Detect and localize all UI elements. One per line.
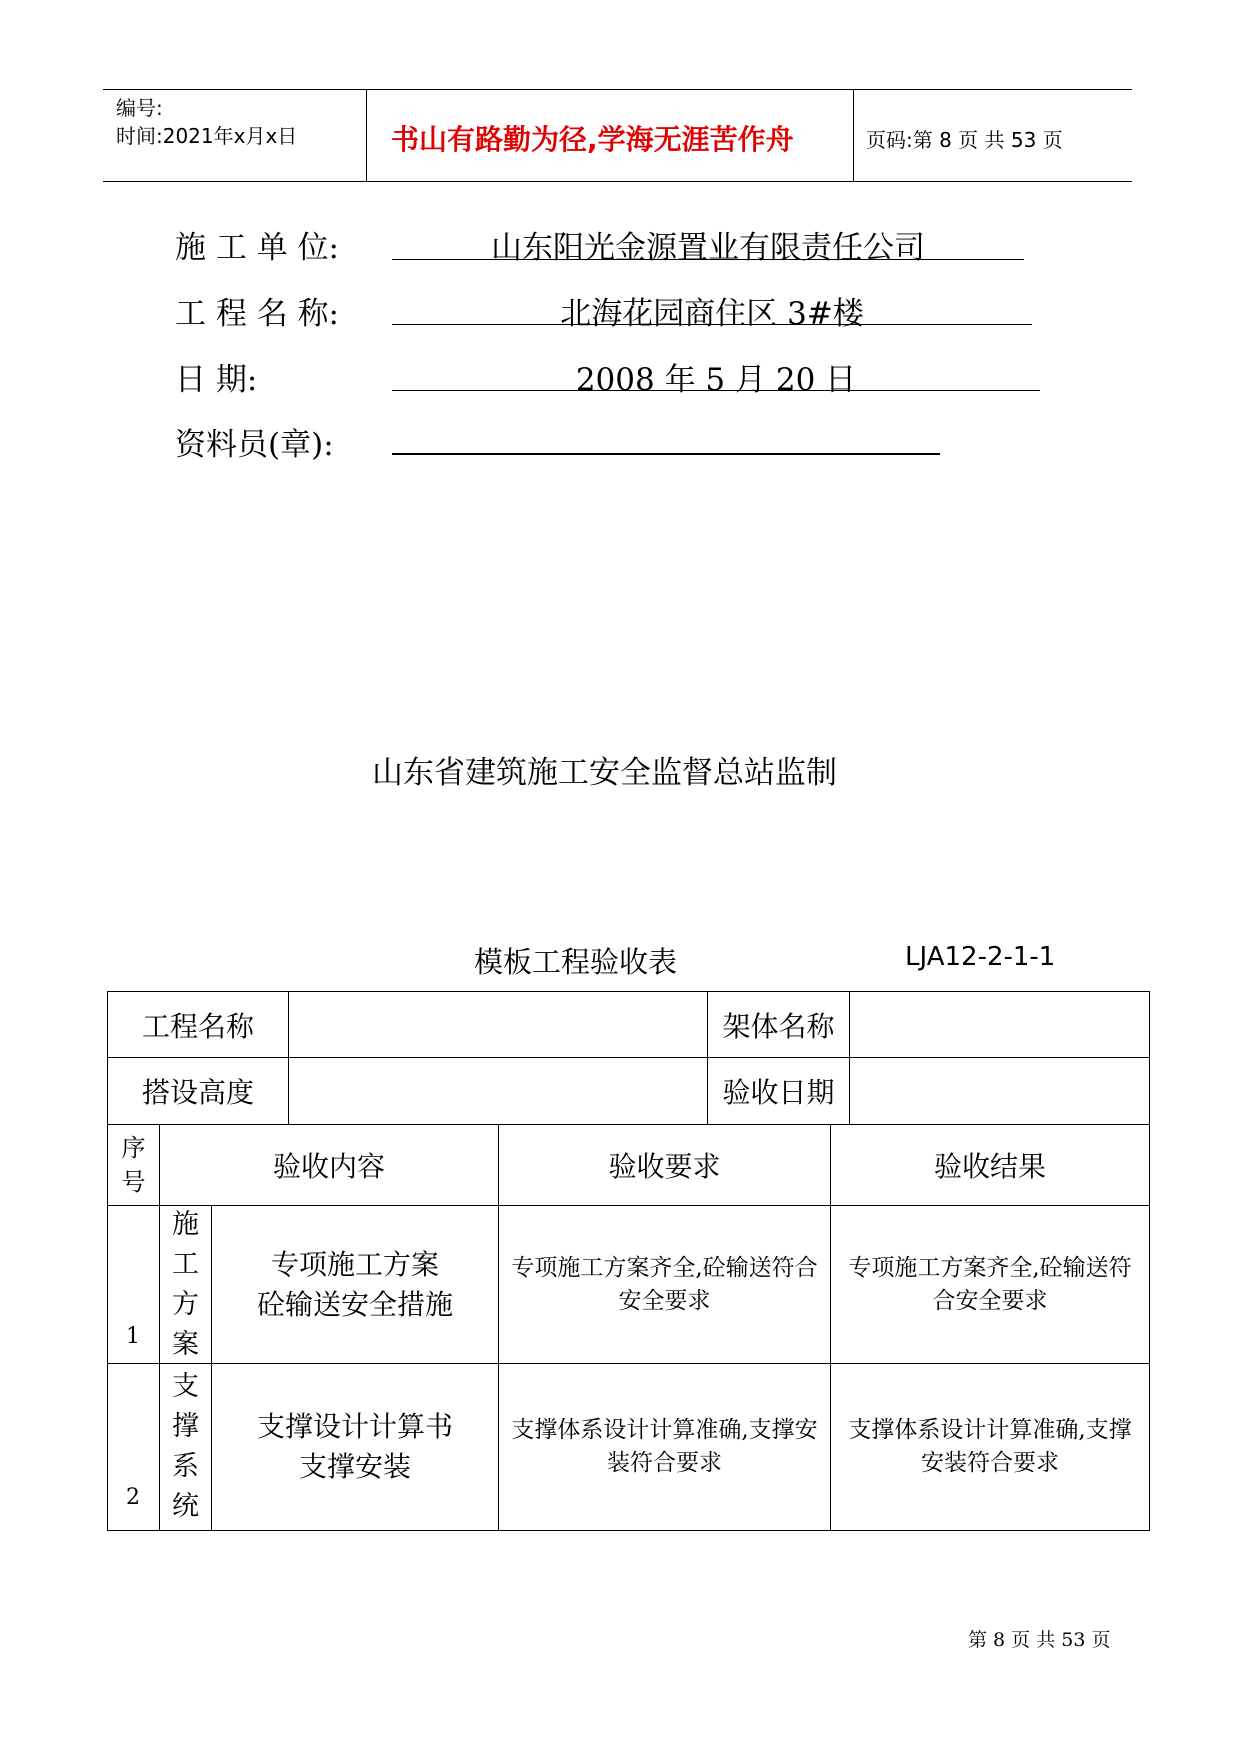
col-content-header: 验收内容 (272, 1150, 385, 1183)
date-value: 2008 年 5 月 20 日 (575, 362, 857, 398)
doc-number-label: 编号: (116, 96, 163, 120)
form-title: 模板工程验收表 (474, 945, 678, 979)
doc-time-label: 时间:2021年x月x日 (116, 124, 298, 148)
col-result-header: 验收结果 (933, 1150, 1046, 1183)
frame-name-label-cell (707, 991, 850, 1058)
table-row-2-requirement-cell (498, 1363, 831, 1531)
table-row-2-requirement: 支撑体系设计计算准确,支撑安装符合要求 (511, 1417, 818, 1476)
table-row-1-seq: 1 (126, 1324, 140, 1349)
check-date-label-cell (707, 1057, 850, 1125)
project-name-label-cell (107, 991, 289, 1058)
date-underline (392, 390, 1040, 391)
table-row-2-content-line1: 支撑设计计算书 (256, 1410, 453, 1443)
table-row-1-requirement: 专项施工方案齐全,砼输送符合安全要求 (511, 1254, 818, 1314)
date-label: 日 期: (175, 362, 258, 398)
header-motto: 书山有路勤为径,学海无涯苦作舟 (391, 123, 794, 156)
header-divider-right (853, 90, 854, 181)
table-row-2-seq: 2 (126, 1485, 140, 1510)
table-row-1-result-cell (830, 1205, 1150, 1364)
frame-name-label: 架体名称 (722, 1009, 835, 1043)
table-row-1-content-line1: 专项施工方案 (270, 1247, 439, 1281)
header-divider-left (366, 90, 367, 181)
project-name-label: 工程名称 (141, 1009, 254, 1043)
header-page-info: 页码:第 8 页 共 53 页 (866, 128, 1063, 152)
unit-underline (392, 259, 1024, 260)
table-row-2-result: 支撑体系设计计算准确,支撑安装符合要求 (848, 1417, 1132, 1476)
height-label-cell (107, 1057, 289, 1125)
supervisor-text: 山东省建筑施工安全监督总站监制 (372, 755, 837, 791)
table-row-1-result: 专项施工方案齐全,砼输送符合安全要求 (848, 1254, 1132, 1314)
table-row-2-content-line2: 支撑安装 (298, 1450, 411, 1483)
table-row-1-requirement-cell (498, 1205, 831, 1364)
col-result-cell (830, 1124, 1150, 1206)
table-row-2-content-cell (211, 1363, 499, 1531)
unit-value: 山东阳光金源置业有限责任公司 (491, 230, 925, 266)
project-underline (392, 324, 1032, 325)
project-label: 工 程 名 称: (175, 296, 340, 332)
col-seq-header: 序号 (121, 1134, 146, 1196)
header-top-rule (103, 89, 1132, 90)
clerk-label: 资料员(章): (175, 427, 334, 463)
col-seq-cell (107, 1124, 160, 1206)
table-row-2-category: 支撑系统 (172, 1371, 199, 1522)
form-code: LJA12-2-1-1 (905, 942, 1056, 972)
unit-label: 施 工 单 位: (175, 230, 340, 266)
frame-name-value-cell (849, 991, 1150, 1058)
table-row-1-category: 施工方案 (172, 1208, 199, 1360)
project-name-value-cell (288, 991, 708, 1058)
table-row-2-category-cell (159, 1363, 212, 1531)
table-row-1-content-cell (211, 1205, 499, 1364)
table-row-1-seq-cell (107, 1205, 160, 1364)
table-row-1-content-line2: 砼输送安全措施 (256, 1287, 453, 1321)
height-label: 搭设高度 (141, 1076, 254, 1109)
height-value-cell (288, 1057, 708, 1125)
project-value: 北海花园商住区 3#楼 (560, 296, 864, 332)
table-row-1-category-cell (159, 1205, 212, 1364)
table-row-2-seq-cell (107, 1363, 160, 1531)
clerk-underline (392, 453, 940, 455)
col-requirement-header: 验收要求 (608, 1150, 721, 1183)
col-content-cell (159, 1124, 499, 1206)
table-row-2-result-cell (830, 1363, 1150, 1531)
header-bottom-rule (103, 181, 1132, 182)
check-date-label: 验收日期 (722, 1076, 835, 1109)
col-requirement-cell (498, 1124, 831, 1206)
page-footer: 第 8 页 共 53 页 (968, 1629, 1111, 1651)
check-date-value-cell (849, 1057, 1150, 1125)
